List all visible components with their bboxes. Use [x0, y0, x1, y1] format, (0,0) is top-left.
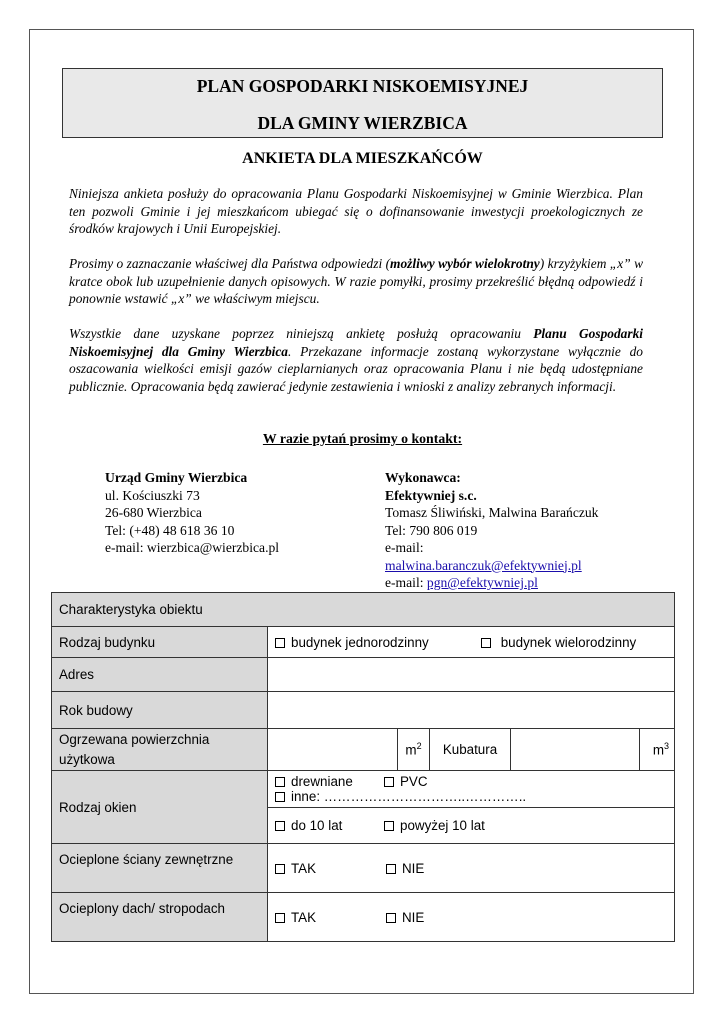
area-field[interactable] [268, 729, 398, 771]
walls-option-no[interactable] [386, 861, 424, 876]
roof-label: Ocieplony dach/ stropodach [52, 893, 268, 942]
window-option-pvc[interactable] [384, 774, 451, 789]
walls-options-cell [268, 844, 675, 893]
window-age-over-10-label: powyżej 10 lat [400, 818, 485, 833]
contractor-email-link-2[interactable]: pgn@efektywniej.pl [426, 575, 538, 590]
checkbox-icon[interactable] [275, 913, 285, 923]
checkbox-icon[interactable] [275, 792, 285, 802]
volume-unit [640, 729, 675, 771]
window-other-fill-line[interactable]: …………………………..………….. [323, 789, 527, 804]
building-option-single[interactable] [275, 635, 481, 650]
p3-bold: Planu Gospodarki Niskoemisyjnej dla Gminy Wierzbica [69, 326, 643, 359]
checkbox-icon[interactable] [384, 777, 394, 787]
checkbox-icon[interactable] [275, 821, 285, 831]
contractor-people: Tomasz Śliwiński, Malwina Barańczuk [385, 505, 599, 520]
roof-options-cell [268, 893, 675, 942]
window-option-wood-label: drewniane [291, 774, 353, 789]
roof-option-no-label: NIE [402, 909, 425, 925]
roof-option-yes[interactable] [275, 910, 386, 925]
object-characteristics-table [51, 592, 675, 942]
contractor-email-link-1[interactable]: malwina.baranczuk@efektywniej.pl [385, 557, 582, 573]
office-city: 26-680 Wierzbica [105, 505, 202, 520]
checkbox-icon[interactable] [275, 638, 285, 648]
area-unit-exponent: 2 [416, 741, 422, 752]
windows-label: Rodzaj okien [52, 771, 268, 844]
building-option-single-label: budynek jednorodzinny [291, 634, 429, 650]
office-name: Urząd Gminy Wierzbica [105, 470, 248, 485]
volume-unit-exponent: 3 [664, 741, 670, 752]
area-unit [398, 729, 430, 771]
checkbox-icon[interactable] [275, 864, 285, 874]
walls-option-no-label: NIE [402, 860, 425, 876]
volume-field[interactable] [511, 729, 640, 771]
windows-age-cell [268, 808, 675, 844]
volume-label: Kubatura [430, 729, 511, 771]
roof-option-no[interactable] [386, 910, 424, 925]
intro-paragraph-2 [69, 255, 643, 308]
building-option-multi-label: budynek wielorodzinny [500, 634, 637, 650]
volume-unit-base: m [652, 742, 665, 758]
p2-text-b: ) krzyżykiem „x” w kratce obok lub uzupełnienie danych opisowych. W razie pomyłki, prosimy przekreślić błędną odpowiedź i ponownie wstawić „x” we właściwym miejscu. [69, 256, 643, 307]
title-box [62, 68, 663, 138]
window-option-wood[interactable] [275, 774, 384, 789]
checkbox-icon[interactable] [275, 777, 285, 787]
title-line-1: PLAN GOSPODARKI NISKOEMISYJNEJ [196, 76, 529, 96]
contact-heading: W razie pytań prosimy o kontakt: [262, 431, 463, 446]
section-title: Charakterystyka obiektu [52, 593, 675, 627]
contact-contractor [385, 469, 598, 592]
p3-text-b: . Przekazane informacje zostaną wykorzystane wyłącznie do oszacowania wielkości emisji gazów cieplarnianych oraz opracowania Planu i nie będą udostępniane publicznie. Opracowania będą zawierać jedynie zestawienia i wnioski z analizy zebranych informacji. [69, 343, 643, 394]
windows-type-cell [268, 771, 675, 808]
intro-paragraph-3 [69, 325, 643, 395]
p2-bold: możliwy wybór wielokrotny [390, 256, 540, 271]
window-age-under-10[interactable] [275, 818, 384, 833]
year-field[interactable] [268, 692, 675, 729]
address-field[interactable] [268, 658, 675, 692]
contractor-phone: Tel: 790 806 019 [385, 522, 478, 538]
window-option-pvc-label: PVC [400, 774, 428, 789]
walls-option-yes-label: TAK [291, 860, 317, 876]
walls-option-yes[interactable] [275, 861, 386, 876]
contractor-label: Wykonawca: [385, 470, 461, 485]
checkbox-icon[interactable] [384, 821, 394, 831]
building-type-cell [268, 627, 675, 658]
office-phone: Tel: (+48) 48 618 36 10 [105, 522, 235, 538]
walls-label: Ocieplone ściany zewnętrzne [52, 844, 268, 893]
area-unit-base: m [405, 742, 417, 758]
intro-paragraph-1: Niniejsza ankieta posłuży do opracowania Planu Gospodarki Niskoemisyjnej w Gminie Wierzbica. Plan ten pozwoli Gminie i jej mieszkańcom ubiegać się o dofinansowanie inwestycji proekologicznych ze środków krajowych i Unii Europejskiej. [69, 186, 643, 237]
window-option-other[interactable] [275, 789, 526, 804]
office-street: ul. Kościuszki 73 [105, 487, 200, 503]
area-label: Ogrzewana powierzchnia użytkowa [52, 729, 268, 771]
checkbox-icon[interactable] [386, 913, 396, 923]
window-age-over-10[interactable] [384, 818, 485, 833]
address-label: Adres [52, 658, 268, 692]
checkbox-icon[interactable] [386, 864, 396, 874]
survey-subtitle: ANKIETA DLA MIESZKAŃCÓW [242, 150, 483, 167]
p2-text-a: Prosimy o zaznaczanie właściwej dla Państwa odpowiedzi ( [69, 256, 391, 271]
contractor-email-label: e-mail: [385, 540, 424, 555]
contractor-email-label-2: e-mail: [385, 575, 427, 590]
office-email: e-mail: wierzbica@wierzbica.pl [105, 540, 280, 555]
building-option-multi[interactable] [481, 635, 636, 650]
year-label: Rok budowy [52, 692, 268, 729]
contact-office [105, 469, 279, 557]
building-type-label: Rodzaj budynku [52, 627, 268, 658]
checkbox-icon[interactable] [481, 638, 491, 648]
window-age-under-10-label: do 10 lat [291, 818, 343, 833]
window-option-other-label: inne: [291, 789, 321, 804]
contractor-company: Efektywniej s.c. [385, 487, 477, 503]
title-line-2: DLA GMINY WIERZBICA [257, 113, 468, 133]
roof-option-yes-label: TAK [291, 909, 317, 925]
p3-text-a: Wszystkie dane uzyskane poprzez niniejszą ankietę posłużą opracowaniu [69, 326, 534, 341]
